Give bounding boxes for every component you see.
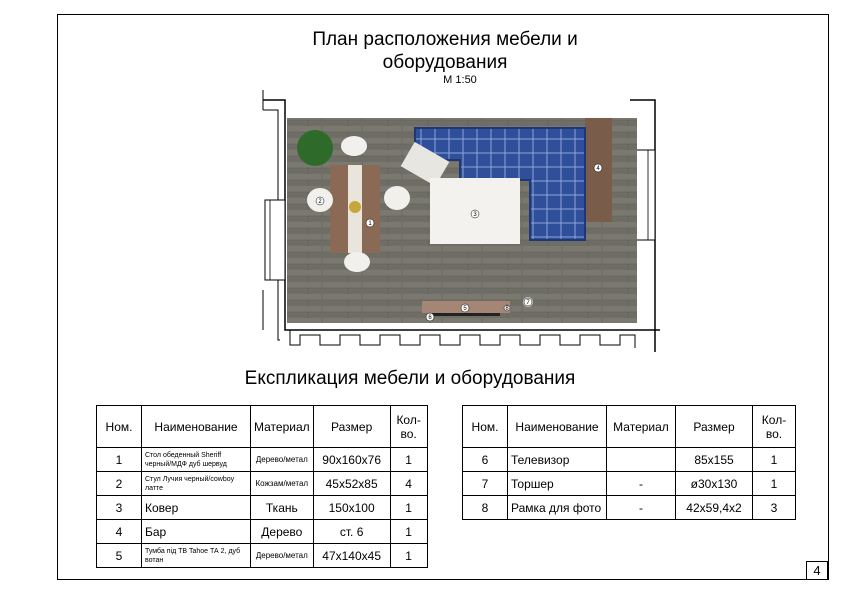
header-num: Ном. <box>463 406 508 448</box>
marker-1-label: 1 <box>368 221 372 227</box>
marker-4-label: 4 <box>596 166 600 172</box>
marker-2-label: 2 <box>318 199 322 205</box>
header-qty: Кол-во. <box>753 406 796 448</box>
radiator-wall <box>290 330 635 348</box>
explication-table-2 <box>462 405 796 520</box>
header-material: Материал <box>607 406 676 448</box>
table-row: 4 Бар Дерево ст. 6 1 <box>97 520 428 544</box>
explication-table-1 <box>96 405 428 568</box>
header-num: Ном. <box>97 406 142 448</box>
chair <box>344 252 370 272</box>
header-name: Наименование <box>142 406 251 448</box>
marker-5-label: 5 <box>463 306 467 312</box>
table-row: 5 Тумба під ТВ Tahoe ТА 2, дуб вотан Дерево/метал 47x140x45 1 <box>97 544 428 568</box>
marker-7-label: 7 <box>526 300 530 306</box>
table-row: 6 Телевизор 85x155 1 <box>463 448 796 472</box>
sheet-number: 4 <box>806 561 828 580</box>
marker-6-label: 6 <box>428 315 432 321</box>
plant <box>297 130 333 166</box>
header-qty: Кол-во. <box>390 406 427 448</box>
marker-8-label: 8 <box>505 306 509 312</box>
chair <box>341 136 367 156</box>
table-row: 7 Торшер - ø30x130 1 <box>463 472 796 496</box>
header-material: Материал <box>251 406 314 448</box>
table-row: 2 Стул Лучия черный/cowboy латте Кожзам/метал 45x52x85 4 <box>97 472 428 496</box>
marker-3-label: 3 <box>473 212 477 218</box>
window-left <box>265 200 285 280</box>
plan-title-line2: оборудования <box>382 52 508 73</box>
window-right <box>635 150 655 240</box>
table-row: 1 Стол обеденный Sheriff черный/МДФ дуб шервуд Дерево/метал 90x160x76 1 <box>97 448 428 472</box>
floor-plan <box>260 90 665 355</box>
plan-title-line1: План расположения мебели и <box>312 29 578 50</box>
chair <box>384 186 410 210</box>
table-row: 3 Ковер Ткань 150x100 1 <box>97 496 428 520</box>
header-size: Размер <box>313 406 390 448</box>
header-name: Наименование <box>508 406 607 448</box>
table-row: 8 Рамка для фото - 42x59,4x2 3 <box>463 496 796 520</box>
plan-scale: М 1:50 <box>443 74 477 86</box>
header-size: Размер <box>676 406 753 448</box>
explication-title: Експликация мебели и оборудования <box>244 368 576 389</box>
